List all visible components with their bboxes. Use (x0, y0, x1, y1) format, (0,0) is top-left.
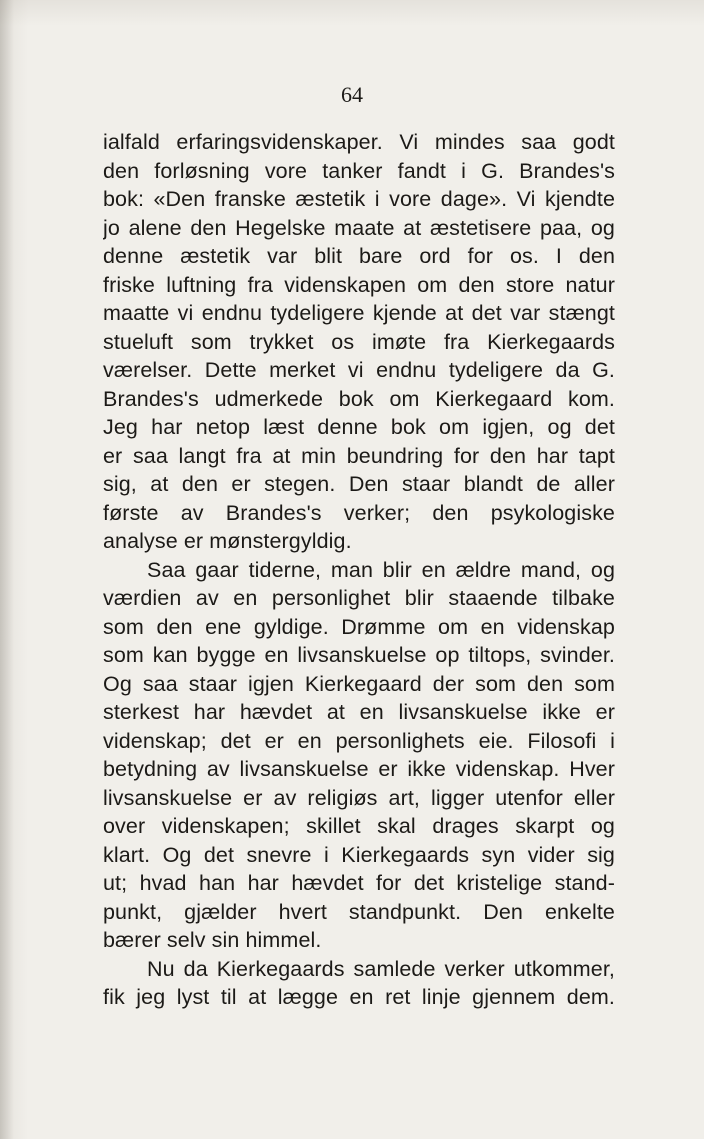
paragraph-1 (103, 128, 615, 556)
paragraph-2 (103, 556, 615, 955)
text-line: analyse er mønstergyldig. (103, 529, 352, 553)
text-line: livsanskuelse er av religiøs art, ligger utenfor eller (103, 785, 615, 810)
text-line: første av Brandes's verker; den psykologiske (103, 500, 615, 525)
text-line: klart. Og det snevre i Kierkegaards syn vider sig (103, 842, 615, 867)
text-line: denne æstetik var blit bare ord for os. I den (103, 244, 615, 268)
text-line: værelser. Dette merket vi endnu tydeligere da G. (103, 358, 615, 382)
text-line: Og saa staar igjen Kierkegaard der som den som (103, 671, 615, 696)
text-line: ialfald erfaringsvidenskaper. Vi mindes saa godt (103, 130, 615, 154)
page-number: 64 (341, 82, 363, 107)
text-line: som kan bygge en livsanskuelse op tiltops, svinder. (103, 643, 615, 667)
text-line: sig, at den er stegen. Den staar blandt de aller (103, 472, 615, 496)
text-line: ut; hvad han har hævdet for det kristelige stand- (103, 871, 615, 895)
text-line: bok: «Den franske æstetik i vore dage». Vi kjendte (103, 187, 615, 211)
text-line: sterkest har hævdet at en livsanskuelse ikke er (103, 700, 615, 724)
text-line: over videnskapen; skillet skal drages skarpt og (103, 814, 615, 838)
text-line: fik jeg lyst til at lægge en ret linje gjennem dem. (103, 985, 615, 1009)
text-line: punkt, gjælder hvert standpunkt. Den enkelte (103, 899, 615, 924)
text-line: betydning av livsanskuelse er ikke videnskap. Hver (103, 757, 615, 781)
text-line: Saa gaar tiderne, man blir en ældre mand, og (147, 557, 615, 582)
text-line: værdien av en personlighet blir staaende tilbake (103, 586, 615, 610)
spine-shadow (0, 0, 14, 1139)
text-line: er saa langt fra at min beundring for den har tapt (103, 443, 615, 468)
text-line: den forløsning vore tanker fandt i G. Brandes's (103, 158, 615, 183)
text-line: stueluft som trykket os imøte fra Kierkegaards (103, 329, 615, 354)
body-text (103, 128, 615, 1012)
text-line: som den ene gyldige. Drømme om en videnskap (103, 614, 615, 639)
text-line: Brandes's udmerkede bok om Kierkegaard kom. (103, 386, 615, 411)
text-line: videnskap; det er en personlighets eie. Filosofi i (103, 728, 615, 753)
text-line: Jeg har netop læst denne bok om igjen, og det (103, 415, 615, 439)
text-line: maatte vi endnu tydeligere kjende at det var stængt (103, 301, 615, 325)
paragraph-3 (103, 955, 615, 1012)
text-line: Nu da Kierkegaards samlede verker utkommer, (147, 956, 615, 981)
text-line: bærer selv sin himmel. (103, 928, 322, 952)
text-line: jo alene den Hegelske maate at æstetisere paa, og (103, 215, 615, 240)
text-line: friske luftning fra videnskapen om den store natur (103, 272, 615, 297)
